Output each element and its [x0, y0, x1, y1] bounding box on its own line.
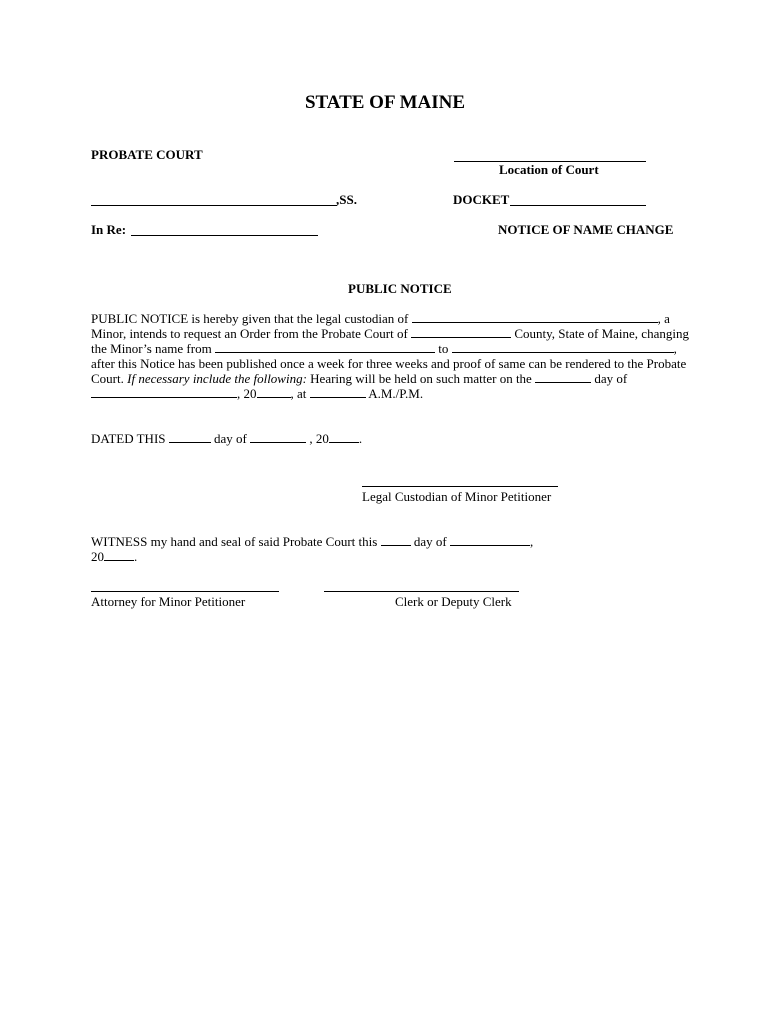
dated-day-field[interactable] — [169, 431, 211, 443]
notice-line-3-end: , — [673, 341, 677, 356]
clerk-signature-line[interactable] — [324, 591, 519, 592]
notice-line-4: after this Notice has been published once a week for three weeks and proof of same can be rendered to the Probate — [91, 356, 687, 371]
location-of-court-label: Location of Court — [499, 162, 599, 177]
dated-end: . — [358, 431, 363, 446]
notice-line-2-text: Minor, intends to request an Order from the Probate Court of — [91, 326, 408, 341]
witness-comma: , — [529, 534, 534, 549]
notice-line-6-a: , 20 — [237, 386, 257, 401]
ss-label: ,SS. — [336, 192, 357, 207]
attorney-signature-line[interactable] — [91, 591, 279, 592]
in-re-label: In Re: — [91, 222, 127, 237]
notice-line-1-text: PUBLIC NOTICE is hereby given that the legal custodian of — [91, 311, 409, 326]
notice-line-5-text: Court. — [91, 371, 124, 386]
court-name: PROBATE COURT — [91, 147, 203, 162]
minor-current-name-field[interactable] — [215, 341, 435, 353]
notice-line-5-end: day of — [594, 371, 628, 386]
dated-day-of: day of — [214, 431, 247, 446]
attorney-signature-label: Attorney for Minor Petitioner — [91, 594, 246, 609]
in-re-line[interactable] — [131, 235, 318, 236]
docket-number-line[interactable] — [510, 205, 646, 206]
notice-line-6-b: , at — [290, 386, 307, 401]
dated-prefix: DATED THIS — [91, 431, 166, 446]
witness-year-prefix: 20 — [91, 549, 104, 564]
notice-line-3-text: the Minor’s name from — [91, 341, 212, 356]
clerk-signature-label: Clerk or Deputy Clerk — [395, 594, 512, 609]
dated-month-field[interactable] — [250, 431, 306, 443]
hearing-year-field[interactable] — [257, 386, 291, 398]
dated-line — [91, 431, 362, 447]
minor-new-name-field[interactable] — [452, 341, 674, 353]
custodian-signature-label: Legal Custodian of Minor Petitioner — [362, 489, 552, 504]
dated-year-prefix: , 20 — [309, 431, 329, 446]
hearing-month-field[interactable] — [91, 386, 237, 398]
notice-line-5-rest: Hearing will be held on such matter on the — [310, 371, 532, 386]
probate-county-field[interactable] — [411, 326, 511, 338]
notice-line-6 — [91, 386, 423, 402]
witness-day-field[interactable] — [381, 534, 411, 546]
public-notice-heading: PUBLIC NOTICE — [348, 281, 452, 296]
witness-year-line — [91, 549, 137, 565]
witness-month-field[interactable] — [450, 534, 530, 546]
notice-line-3-to: to — [438, 341, 449, 356]
witness-year-field[interactable] — [104, 549, 134, 561]
page-title: STATE OF MAINE — [304, 92, 466, 113]
witness-year-end: . — [134, 549, 138, 564]
dated-year-field[interactable] — [329, 431, 359, 443]
notice-line-3 — [91, 341, 677, 357]
custodian-signature-line[interactable] — [362, 486, 558, 487]
hearing-time-field[interactable] — [310, 386, 366, 398]
docket-label: DOCKET — [453, 192, 510, 207]
notice-line-1 — [91, 311, 670, 327]
notice-line-5 — [91, 371, 627, 387]
notice-type: NOTICE OF NAME CHANGE — [498, 222, 674, 237]
notice-line-2 — [91, 326, 689, 342]
witness-prefix: WITNESS my hand and seal of said Probate Court this — [91, 534, 378, 549]
county-line[interactable] — [91, 205, 337, 206]
witness-line — [91, 534, 533, 550]
witness-day-of: day of — [413, 534, 447, 549]
notice-line-1-end: , a — [657, 311, 670, 326]
notice-line-5-italic: If necessary include the following: — [127, 371, 307, 386]
hearing-day-field[interactable] — [535, 371, 591, 383]
notice-line-6-c: A.M./P.M. — [368, 386, 424, 401]
notice-line-2-end: County, State of Maine, changing — [514, 326, 689, 341]
custodian-name-field[interactable] — [412, 311, 658, 323]
